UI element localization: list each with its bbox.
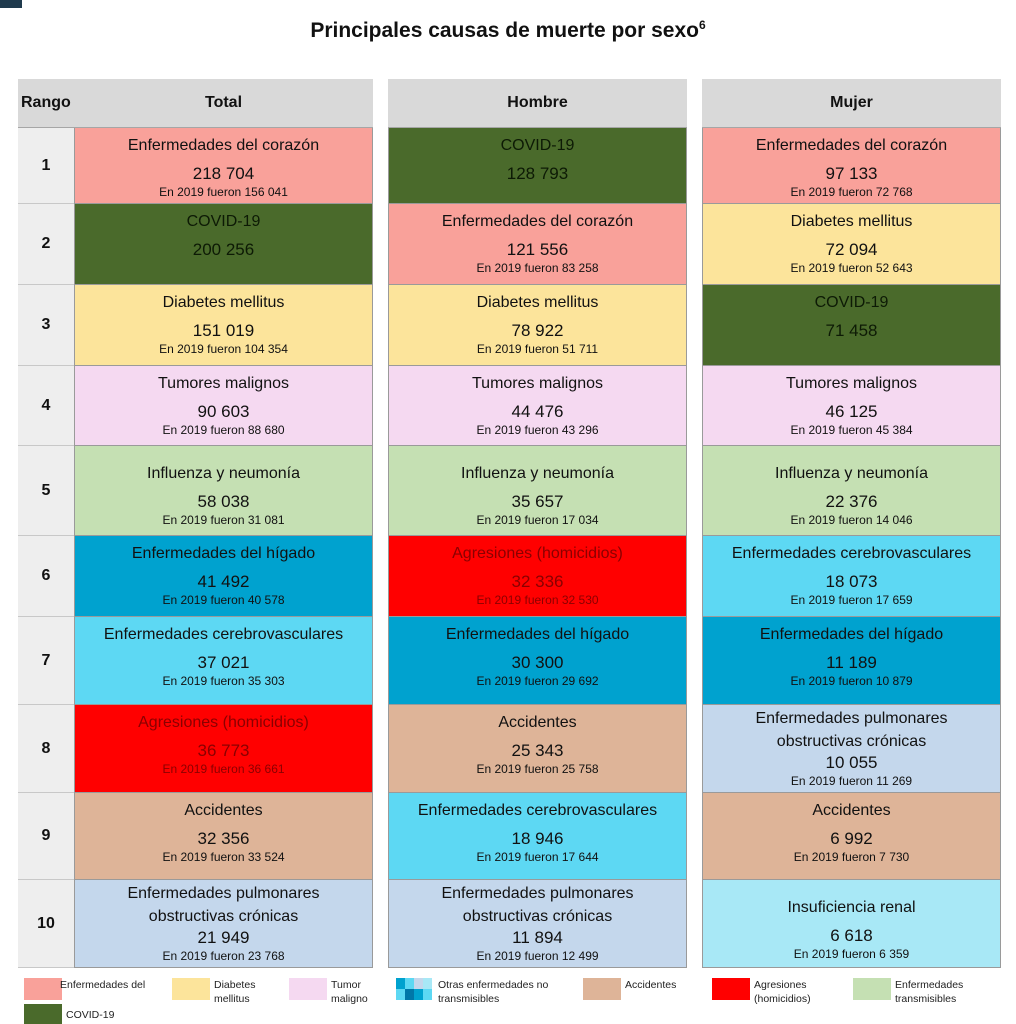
cause-label: Tumores malignos xyxy=(785,375,917,392)
legend-label-line2: mellitus xyxy=(214,993,250,1005)
death-count: 41 492 xyxy=(197,572,250,591)
cause-label: Enfermedades del hígado xyxy=(445,626,630,643)
rank-cell: 3 xyxy=(18,285,74,366)
legend-label-line2: transmisibles xyxy=(438,993,500,1005)
legend-diabetes xyxy=(172,978,255,1006)
death-count: 90 603 xyxy=(197,402,250,421)
cause-label-line1: Enfermedades pulmonares xyxy=(127,885,320,902)
hombre-header: Hombre xyxy=(388,79,687,128)
cause-label-line1: Enfermedades pulmonares xyxy=(441,885,634,902)
cause-cell xyxy=(702,536,1001,617)
cause-label: Enfermedades cerebrovasculares xyxy=(731,545,972,562)
prev-year-count: En 2019 fueron 17 659 xyxy=(790,593,913,607)
title-text: Principales causas de muerte por sexo xyxy=(310,19,699,42)
rank-cell: 9 xyxy=(18,793,74,880)
cause-cell xyxy=(74,617,373,705)
prev-year-count: En 2019 fueron 10 879 xyxy=(790,674,913,688)
rank-cell: 6 xyxy=(18,536,74,617)
legend-label: COVID-19 xyxy=(66,1009,115,1021)
rank-cell: 8 xyxy=(18,705,74,793)
cause-label: Accidentes xyxy=(184,802,263,819)
total-column xyxy=(74,79,373,968)
legend-label-line1: Otras enfermedades no xyxy=(438,979,549,991)
legend-label-line1: Tumor xyxy=(331,979,361,991)
cause-cell xyxy=(388,446,687,536)
legend-label-line2: maligno xyxy=(331,993,368,1005)
death-count: 128 793 xyxy=(506,164,569,183)
legend-tumor xyxy=(289,978,368,1006)
prev-year-count: En 2019 fueron 17 034 xyxy=(476,513,599,527)
death-count: 200 256 xyxy=(192,240,255,259)
death-count: 44 476 xyxy=(511,402,564,421)
rank-cell: 7 xyxy=(18,617,74,705)
prev-year-count: En 2019 fueron 104 354 xyxy=(159,342,288,356)
prev-year-count: En 2019 fueron 36 661 xyxy=(162,762,285,776)
cause-label: Enfermedades del hígado xyxy=(131,545,316,562)
cause-label: Tumores malignos xyxy=(157,375,289,392)
death-count: 72 094 xyxy=(825,240,878,259)
rank-cell: 4 xyxy=(18,366,74,446)
prev-year-count: En 2019 fueron 88 680 xyxy=(162,423,285,437)
prev-year-count: En 2019 fueron 40 578 xyxy=(162,593,285,607)
rank-cell: 5 xyxy=(18,446,74,536)
legend-label: Enfermedades del xyxy=(60,979,146,991)
cause-label: COVID-19 xyxy=(186,213,261,230)
death-count: 6 618 xyxy=(830,926,873,945)
cause-cell xyxy=(388,128,687,204)
prev-year-count: En 2019 fueron 32 530 xyxy=(476,593,599,607)
cause-label: Enfermedades del corazón xyxy=(755,137,948,154)
legend-label xyxy=(754,978,811,1006)
prev-year-count: En 2019 fueron 83 258 xyxy=(476,261,599,275)
prev-year-count: En 2019 fueron 72 768 xyxy=(790,185,913,199)
legend-label-line1: Enfermedades xyxy=(895,979,964,991)
legend-otras xyxy=(396,978,548,1006)
hombre-column xyxy=(388,79,687,968)
death-count: 151 019 xyxy=(192,321,255,340)
cause-cell xyxy=(388,536,687,617)
cause-cell xyxy=(74,793,373,880)
rank-column xyxy=(18,79,74,968)
cause-label: Influenza y neumonía xyxy=(147,465,300,482)
cause-label: Agresiones (homicidios) xyxy=(138,714,309,731)
cause-cell xyxy=(74,366,373,446)
legend-label-line2: (homicidios) xyxy=(754,993,811,1005)
cause-label: Enfermedades cerebrovasculares xyxy=(417,802,658,819)
cause-label: Diabetes mellitus xyxy=(476,294,599,311)
legend-swatch xyxy=(712,978,750,1000)
legend-swatch xyxy=(289,978,327,1000)
death-count: 25 343 xyxy=(511,741,564,760)
legend-label: Accidentes xyxy=(625,979,677,991)
cause-cell xyxy=(388,204,687,285)
prev-year-count: En 2019 fueron 51 711 xyxy=(476,342,599,356)
death-count: 22 376 xyxy=(825,492,878,511)
cause-cell xyxy=(388,617,687,705)
cause-label: COVID-19 xyxy=(814,294,889,311)
cause-cell xyxy=(74,536,373,617)
prev-year-count: En 2019 fueron 14 046 xyxy=(790,513,913,527)
cause-cell xyxy=(702,366,1001,446)
rank-cell: 10 xyxy=(18,880,74,968)
death-count: 121 556 xyxy=(506,240,569,259)
prev-year-count: En 2019 fueron 156 041 xyxy=(159,185,288,199)
legend-label xyxy=(895,978,963,1006)
legend-label xyxy=(331,978,368,1006)
legend-label-line1: Diabetes xyxy=(214,979,256,991)
cause-cell xyxy=(388,880,687,968)
death-count: 32 336 xyxy=(511,572,564,591)
legend-swatch xyxy=(853,978,891,1000)
death-count: 71 458 xyxy=(825,321,878,340)
death-count: 37 021 xyxy=(197,653,250,672)
prev-year-count: En 2019 fueron 29 692 xyxy=(476,674,599,688)
death-count: 30 300 xyxy=(511,653,564,672)
cause-label: Tumores malignos xyxy=(471,375,603,392)
cause-label: Influenza y neumonía xyxy=(461,465,614,482)
legend-label xyxy=(438,978,548,1006)
cause-label: Influenza y neumonía xyxy=(775,465,928,482)
prev-year-count: En 2019 fueron 35 303 xyxy=(162,674,285,688)
death-count: 10 055 xyxy=(825,753,878,772)
cause-cell xyxy=(702,617,1001,705)
death-count: 6 992 xyxy=(830,829,873,848)
legend-swatch xyxy=(24,1004,62,1024)
prev-year-count: En 2019 fueron 23 768 xyxy=(162,949,285,963)
legend-label-line1: Agresiones xyxy=(754,979,807,991)
page-title xyxy=(0,18,1016,43)
legend-corazon xyxy=(24,978,145,1000)
cause-label-line2: obstructivas crónicas xyxy=(462,908,613,925)
cause-cell xyxy=(74,446,373,536)
logo-mark xyxy=(0,0,22,8)
death-count: 35 657 xyxy=(511,492,564,511)
cause-cell xyxy=(702,880,1001,968)
cause-cell xyxy=(388,793,687,880)
death-count: 21 949 xyxy=(197,928,250,947)
cause-cell xyxy=(74,204,373,285)
cause-cell xyxy=(702,793,1001,880)
cause-label-line2: obstructivas crónicas xyxy=(776,733,927,750)
legend-agresiones xyxy=(712,978,811,1006)
cause-cell xyxy=(702,204,1001,285)
cause-label: Diabetes mellitus xyxy=(162,294,285,311)
cause-cell xyxy=(702,446,1001,536)
cause-cell xyxy=(74,705,373,793)
cause-label: Enfermedades cerebrovasculares xyxy=(103,626,344,643)
cause-label: Accidentes xyxy=(498,714,577,731)
death-count: 18 946 xyxy=(511,829,564,848)
death-count: 18 073 xyxy=(825,572,878,591)
prev-year-count: En 2019 fueron 33 524 xyxy=(162,850,285,864)
cause-label: Accidentes xyxy=(812,802,891,819)
cause-cell xyxy=(702,128,1001,204)
mujer-column xyxy=(702,79,1001,968)
death-count: 97 133 xyxy=(825,164,878,183)
prev-year-count: En 2019 fueron 12 499 xyxy=(476,949,599,963)
cause-label: COVID-19 xyxy=(500,137,575,154)
cause-label: Insuficiencia renal xyxy=(787,899,916,916)
death-count: 11 894 xyxy=(512,928,563,947)
prev-year-count: En 2019 fueron 25 758 xyxy=(476,762,599,776)
death-count: 58 038 xyxy=(197,492,250,511)
cause-cell xyxy=(388,285,687,366)
legend-label xyxy=(214,978,255,1006)
legend-swatch xyxy=(396,978,434,1000)
prev-year-count: En 2019 fueron 31 081 xyxy=(162,513,285,527)
death-count: 32 356 xyxy=(197,829,250,848)
legend-accidentes xyxy=(583,978,676,1000)
legend-transmisibles xyxy=(853,978,963,1006)
prev-year-count: En 2019 fueron 43 296 xyxy=(476,423,599,437)
cause-cell xyxy=(74,128,373,204)
death-count: 218 704 xyxy=(192,164,255,183)
mujer-header: Mujer xyxy=(702,79,1001,128)
prev-year-count: En 2019 fueron 17 644 xyxy=(476,850,599,864)
cause-label: Diabetes mellitus xyxy=(790,213,913,230)
prev-year-count: En 2019 fueron 11 269 xyxy=(790,774,913,788)
cause-label: Agresiones (homicidios) xyxy=(452,545,623,562)
legend-label-line2: transmisibles xyxy=(895,993,957,1005)
legend-swatch xyxy=(583,978,621,1000)
rank-cell: 1 xyxy=(18,128,74,204)
death-count: 78 922 xyxy=(511,321,564,340)
cause-cell xyxy=(388,366,687,446)
death-count: 11 189 xyxy=(826,653,877,672)
death-count: 36 773 xyxy=(197,741,250,760)
cause-label: Enfermedades del corazón xyxy=(127,137,320,154)
legend-covid xyxy=(24,1004,114,1024)
cause-label: Enfermedades del corazón xyxy=(441,213,634,230)
rank-cell: 2 xyxy=(18,204,74,285)
cause-cell xyxy=(702,705,1001,793)
cause-label: Enfermedades del hígado xyxy=(759,626,944,643)
prev-year-count: En 2019 fueron 52 643 xyxy=(790,261,913,275)
total-header: Total xyxy=(74,79,373,128)
legend-swatch xyxy=(172,978,210,1000)
cause-cell xyxy=(74,285,373,366)
legend-swatch xyxy=(24,978,62,1000)
cause-cell xyxy=(702,285,1001,366)
cause-cell xyxy=(74,880,373,968)
death-count: 46 125 xyxy=(825,402,878,421)
prev-year-count: En 2019 fueron 6 359 xyxy=(793,947,910,961)
cause-label-line2: obstructivas crónicas xyxy=(148,908,299,925)
cause-label-line1: Enfermedades pulmonares xyxy=(755,710,948,727)
prev-year-count: En 2019 fueron 7 730 xyxy=(793,850,910,864)
title-footnote: 6 xyxy=(699,18,706,32)
prev-year-count: En 2019 fueron 45 384 xyxy=(790,423,913,437)
cause-cell xyxy=(388,705,687,793)
rank-header: Rango xyxy=(18,79,74,128)
